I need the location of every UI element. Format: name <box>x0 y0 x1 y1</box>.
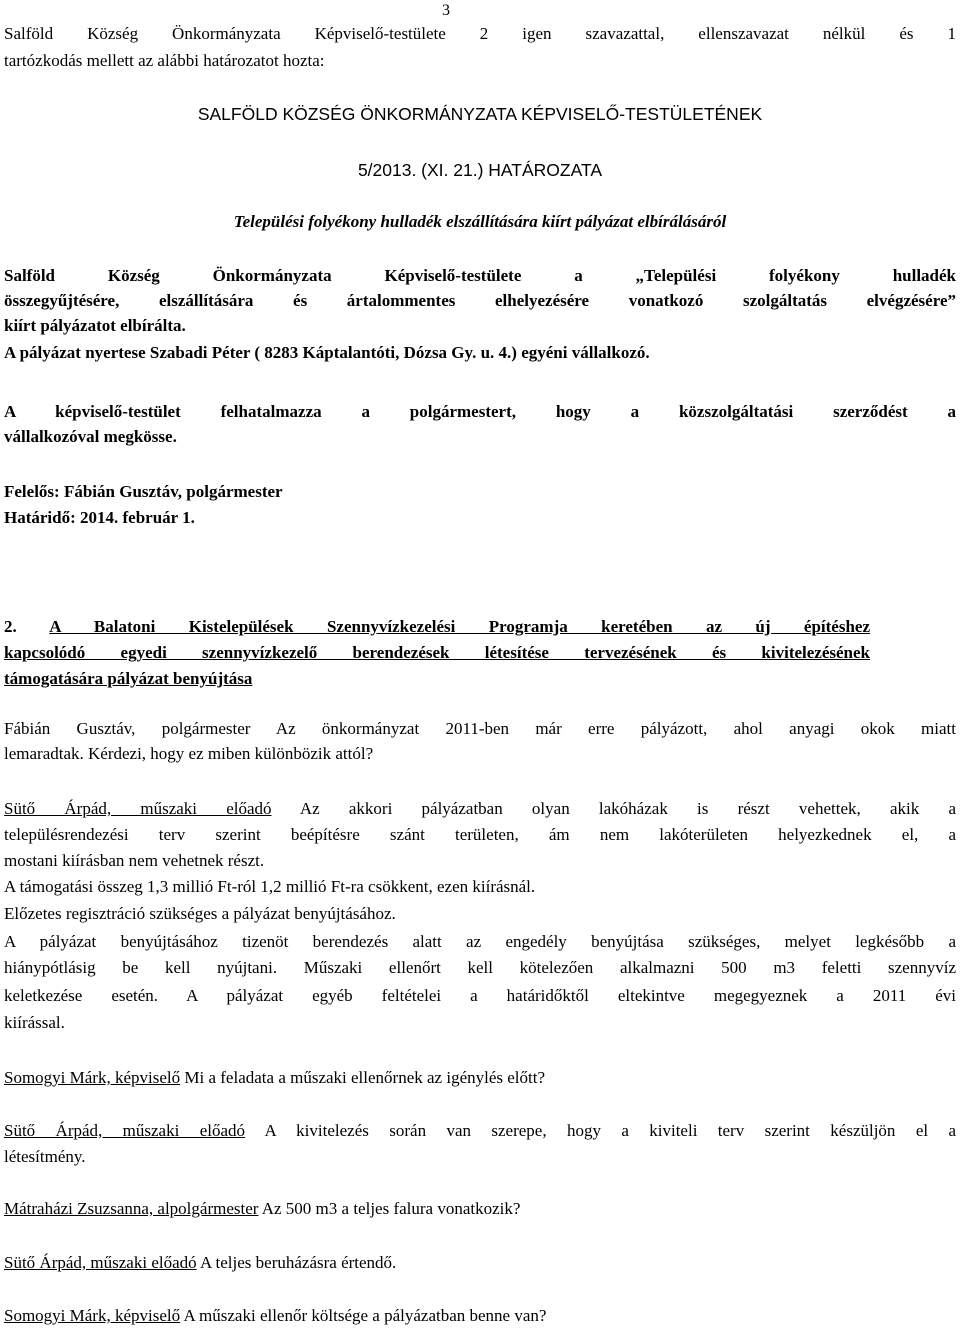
agenda-number: 2. <box>4 617 17 636</box>
speech-text: Mi a feladata a műszaki ellenőrnek az igénylés előtt? <box>184 1068 546 1087</box>
speech-text: A műszaki ellenőr költsége a pályázatban benne van? <box>183 1306 547 1325</box>
speech-4-line-2: létesítmény. <box>4 1147 86 1166</box>
speech-text: Az 500 m3 a teljes falura vonatkozik? <box>261 1199 521 1218</box>
speech-3-line-1 <box>4 1067 545 1089</box>
resolution-body-line-1: Salföld Község Önkormányzata Képviselő-testülete a „Települési folyékony hulladék <box>4 266 956 285</box>
speech-text: Az akkori pályázatban olyan lakóházak is részt vehettek, akik a <box>299 799 956 818</box>
speech-1-line-2: lemaradtak. Kérdezi, hogy ez miben különbözik attól? <box>4 744 374 763</box>
agenda-title-text-1: A Balatoni Kistelepülések Szennyvízkezelési Programja keretében az új építéshez <box>49 617 870 636</box>
page-number: 3 <box>442 2 450 19</box>
speaker-name: Somogyi Márk, képviselő <box>4 1068 181 1087</box>
speech-2-line-2: településrendezési terv szerint beépítésre szánt területen, ám nem lakóterületen helyezkednek el, a <box>4 825 956 844</box>
resolution-heading: SALFÖLD KÖZSÉG ÖNKORMÁNYZATA KÉPVISELŐ-TESTÜLETÉNEK <box>197 104 763 124</box>
speech-2-line-8: keletkezése esetén. A pályázat egyéb feltételei a határidőktől eltekintve megegyeznek a 2011 évi <box>4 986 956 1005</box>
resolution-number: 5/2013. (XI. 21.) HATÁROZATA <box>357 160 603 180</box>
speech-text: A teljes beruházásra értendő. <box>199 1253 397 1272</box>
speech-2-line-6: A pályázat benyújtásához tizenöt berendezés alatt az engedély benyújtása szükséges, melyet legkésőbb a <box>4 932 956 951</box>
responsible-person: Felelős: Fábián Gusztáv, polgármester <box>4 482 283 501</box>
speech-2-line-5: Előzetes regisztráció szükséges a pályázat benyújtásához. <box>4 904 396 923</box>
speech-2-line-7: hiánypótlásig be kell nyújtani. Műszaki ellenőrt kell kötelezően alkalmazni 500 m3 feletti szennyvíz <box>4 958 956 977</box>
resolution-body-line-2: összegyűjtésére, elszállítására és ártalommentes elhelyezésére vonatkozó szolgáltatás elvégzésére” <box>4 291 956 310</box>
speech-2-line-9: kiírással. <box>4 1013 65 1032</box>
speech-text: Az önkormányzat 2011-ben már erre pályázott, ahol anyagi okok miatt <box>275 719 956 738</box>
speech-2-line-3: mostani kiírásban nem vehetnek részt. <box>4 851 265 870</box>
intro-line-1: Salföld Község Önkormányzata Képviselő-testülete 2 igen szavazattal, ellenszavazat nélkül és 1 <box>4 24 956 43</box>
speaker-name: Sütő Árpád, műszaki előadó <box>4 1121 246 1140</box>
speech-5-line-1 <box>4 1198 520 1220</box>
agenda-title-line-2: kapcsolódó egyedi szennyvízkezelő berendezések létesítése tervezésének és kivitelezésének <box>4 643 870 662</box>
authorization-line-2: vállalkozóval megkösse. <box>4 427 177 446</box>
speech-4-line-1 <box>4 1120 956 1142</box>
speech-2-line-1 <box>4 798 956 820</box>
deadline: Határidő: 2014. február 1. <box>4 508 195 527</box>
agenda-title-line-1 <box>4 616 870 638</box>
resolution-body-line-3: kiírt pályázatot elbírálta. <box>4 316 186 335</box>
resolution-subtitle: Települési folyékony hulladék elszállítására kiírt pályázat elbírálásáról <box>233 212 727 231</box>
agenda-title-line-3: támogatására pályázat benyújtása <box>4 669 253 688</box>
intro-line-2: tartózkodás mellett az alábbi határozatot hozta: <box>4 51 325 70</box>
speaker-name: Sütő Árpád, műszaki előadó <box>4 799 272 818</box>
authorization-line-1: A képviselő-testület felhatalmazza a polgármestert, hogy a közszolgáltatási szerződést a <box>4 402 956 421</box>
speech-1-line-1 <box>4 718 956 740</box>
speaker-name: Sütő Árpád, műszaki előadó <box>4 1253 197 1272</box>
speaker-name: Somogyi Márk, képviselő <box>4 1306 181 1325</box>
resolution-winner: A pályázat nyertese Szabadi Péter ( 8283 Káptalantóti, Dózsa Gy. u. 4.) egyéni vállalkozó. <box>4 343 650 362</box>
speech-7-line-1 <box>4 1305 546 1327</box>
speech-2-line-4: A támogatási összeg 1,3 millió Ft-ról 1,2 millió Ft-ra csökkent, ezen kiírásnál. <box>4 877 536 896</box>
speech-text: A kivitelezés során van szerepe, hogy a kiviteli terv szerint készüljön el a <box>264 1121 957 1140</box>
speech-6-line-1 <box>4 1252 396 1274</box>
speaker-name: Mátraházi Zsuzsanna, alpolgármester <box>4 1199 259 1218</box>
speaker-name: Fábián Gusztáv, polgármester <box>4 719 251 738</box>
